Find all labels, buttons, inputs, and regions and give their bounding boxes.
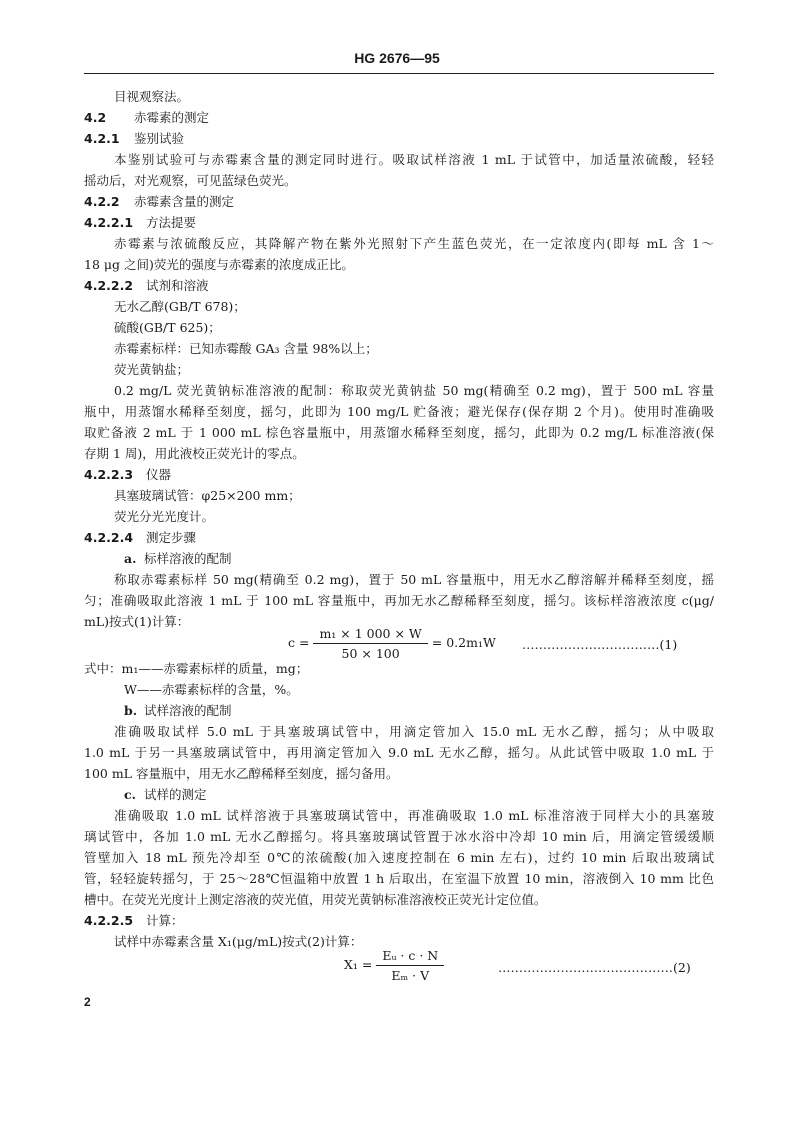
section-heading-4-2-2-3 xyxy=(84,467,714,483)
step-heading-a xyxy=(124,551,714,567)
variable-definition: 式中：m₁——赤霉素标样的质量，mg； xyxy=(84,661,309,676)
instrument-item: 具塞玻璃试管：φ25×200 mm； xyxy=(114,488,301,503)
section-title: 赤霉素含量的测定 xyxy=(134,194,235,209)
paragraph-line: 准确吸取 1.0 mL 试样溶液于具塞玻璃试管中，再准确吸取 1.0 mL 标准溶液于同样大小的具塞玻 xyxy=(114,808,714,823)
step-heading-c xyxy=(124,787,714,803)
section-heading-4-2-2 xyxy=(84,194,714,210)
reagent-item: 赤霉素标样：已知赤霉酸 GA₃ 含量 98%以上； xyxy=(114,341,378,356)
section-heading-4-2-2-2 xyxy=(84,278,714,294)
formula-denominator: Eₘ · V xyxy=(391,968,430,983)
paragraph-line: 存期 1 周)，用此液校正荧光计的零点。 xyxy=(84,446,305,461)
paragraph-line: 试样中赤霉素含量 X₁(μg/mL)按式(2)计算： xyxy=(114,934,363,949)
section-title: 试剂和溶液 xyxy=(146,278,209,293)
paragraph-line: 目视观察法。 xyxy=(114,89,190,104)
section-heading-4-2-2-1 xyxy=(84,215,714,231)
paragraph-line: 1.0 mL 于另一具塞玻璃试管中，再用滴定管加入 9.0 mL 无水乙醇，摇匀。从此试管中吸取 1.0 mL 于 xyxy=(84,745,714,760)
section-heading-4-2-2-4 xyxy=(84,530,714,546)
step-title: 试样的测定 xyxy=(144,787,207,802)
step-heading-b xyxy=(124,703,714,719)
reagent-item: 荧光黄钠盐； xyxy=(114,362,190,377)
paragraph-line: 管壁加入 18 mL 预先冷却至 0℃的浓硫酸(加入速度控制在 6 min 左右)，过约 10 min 后取出玻璃试 xyxy=(84,850,714,865)
paragraph-line: 准确吸取试样 5.0 mL 于具塞玻璃试管中，用滴定管加入 15.0 mL 无水乙醇，摇匀；从中吸取 xyxy=(114,724,714,739)
paragraph-line: 0.2 mg/L 荧光黄钠标准溶液的配制：称取荧光黄钠盐 50 mg(精确至 0.2 mg)，置于 500 mL 容量 xyxy=(114,383,714,398)
paragraph-line: 管，轻轻旋转摇匀，于 25～28℃恒温箱中放置 1 h 后取出，在室温下放置 10 min，溶液倒入 10 mm 比色 xyxy=(84,871,714,886)
paragraph-line: 本鉴别试验可与赤霉素含量的测定同时进行。吸取试样溶液 1 mL 于试管中，加适量浓硫酸，轻轻 xyxy=(114,152,714,167)
section-title: 计算： xyxy=(146,913,184,928)
formula-numerator: Eᵤ · c · N xyxy=(376,948,444,966)
paragraph-line: 瓶中，用蒸馏水稀释至刻度，摇匀，此即为 100 mg/L 贮备液；避光保存(保存期 2 个月)。使用时准确吸 xyxy=(84,404,714,419)
formula-rhs: = 0.2m₁W xyxy=(431,635,496,650)
section-number: 4.2.2.1 xyxy=(84,215,134,230)
step-letter: a. xyxy=(124,551,137,566)
section-number: 4.2.2.3 xyxy=(84,467,134,482)
paragraph-line: 赤霉素与浓硫酸反应，其降解产物在紫外光照射下产生蓝色荧光，在一定浓度内(即每 mL 含 1～ xyxy=(114,236,714,251)
paragraph-line: 匀；准确吸取此溶液 1 mL 于 100 mL 容量瓶中，再加无水乙醇稀释至刻度，摇匀。该标样溶液浓度 c(μg/ xyxy=(84,593,714,608)
formula-2 xyxy=(344,948,444,983)
variable-definition: W——赤霉素标样的含量，%。 xyxy=(124,682,299,697)
paragraph-line: 18 μg 之间)荧光的强度与赤霉素的浓度成正比。 xyxy=(84,257,354,272)
paragraph-line: 100 mL 容量瓶中，用无水乙醇稀释至刻度，摇匀备用。 xyxy=(84,766,399,781)
formula-fraction xyxy=(313,626,427,661)
section-number: 4.2.2.2 xyxy=(84,278,134,293)
paragraph-line: 摇动后，对光观察，可见蓝绿色荧光。 xyxy=(84,173,297,188)
header-rule xyxy=(84,73,714,74)
formula-fraction xyxy=(376,948,444,983)
equation-number: ……………………………(1) xyxy=(522,637,678,652)
equation-number: ……………………………………(2) xyxy=(498,960,691,975)
section-title: 鉴别试验 xyxy=(134,131,185,146)
section-title: 测定步骤 xyxy=(146,530,197,545)
section-heading-4-2-2-5 xyxy=(84,913,714,929)
paragraph-line: mL)按式(1)计算： xyxy=(84,614,190,629)
step-title: 标样溶液的配制 xyxy=(144,551,232,566)
step-letter: b. xyxy=(124,703,138,718)
section-title: 方法提要 xyxy=(146,215,197,230)
paragraph-line: 璃试管中，各加 1.0 mL 无水乙醇摇匀。将具塞玻璃试管置于冰水浴中冷却 10 min 后，用滴定管缓缓顺 xyxy=(84,829,714,844)
section-number: 4.2.1 xyxy=(84,131,120,146)
formula-numerator: m₁ × 1 000 × W xyxy=(313,626,427,644)
page-number: 2 xyxy=(84,995,91,1009)
section-number: 4.2.2.4 xyxy=(84,530,134,545)
section-heading-4-2-1 xyxy=(84,131,714,147)
reagent-item: 无水乙醇(GB/T 678)； xyxy=(114,299,246,314)
paragraph-line: 槽中。在荧光光度计上测定溶液的荧光值，用荧光黄钠标准溶液校正荧光计定位值。 xyxy=(84,892,547,907)
formula-1 xyxy=(288,626,496,661)
formula-denominator: 50 × 100 xyxy=(341,646,400,661)
section-title: 仪器 xyxy=(146,467,172,482)
step-letter: c. xyxy=(124,787,136,802)
instrument-item: 荧光分光光度计。 xyxy=(114,509,215,524)
paragraph-line: 称取赤霉素标样 50 mg(精确至 0.2 mg)，置于 50 mL 容量瓶中，用无水乙醇溶解并稀释至刻度，摇 xyxy=(114,572,714,587)
section-heading-4-2 xyxy=(84,110,714,126)
section-number: 4.2 xyxy=(84,110,107,125)
paragraph-line: 取贮备液 2 mL 于 1 000 mL 棕色容量瓶中，用蒸馏水稀释至刻度，摇匀，此即为 0.2 mg/L 标准溶液(保 xyxy=(84,425,714,440)
section-title: 赤霉素的测定 xyxy=(134,110,210,125)
step-title: 试样溶液的配制 xyxy=(144,703,232,718)
reagent-item: 硫酸(GB/T 625)； xyxy=(114,320,221,335)
formula-lhs: X₁ = xyxy=(344,957,373,972)
section-number: 4.2.2 xyxy=(84,194,120,209)
formula-lhs: c = xyxy=(288,635,310,650)
section-number: 4.2.2.5 xyxy=(84,913,134,928)
page-header-standard-code: HG 2676—95 xyxy=(354,50,440,66)
